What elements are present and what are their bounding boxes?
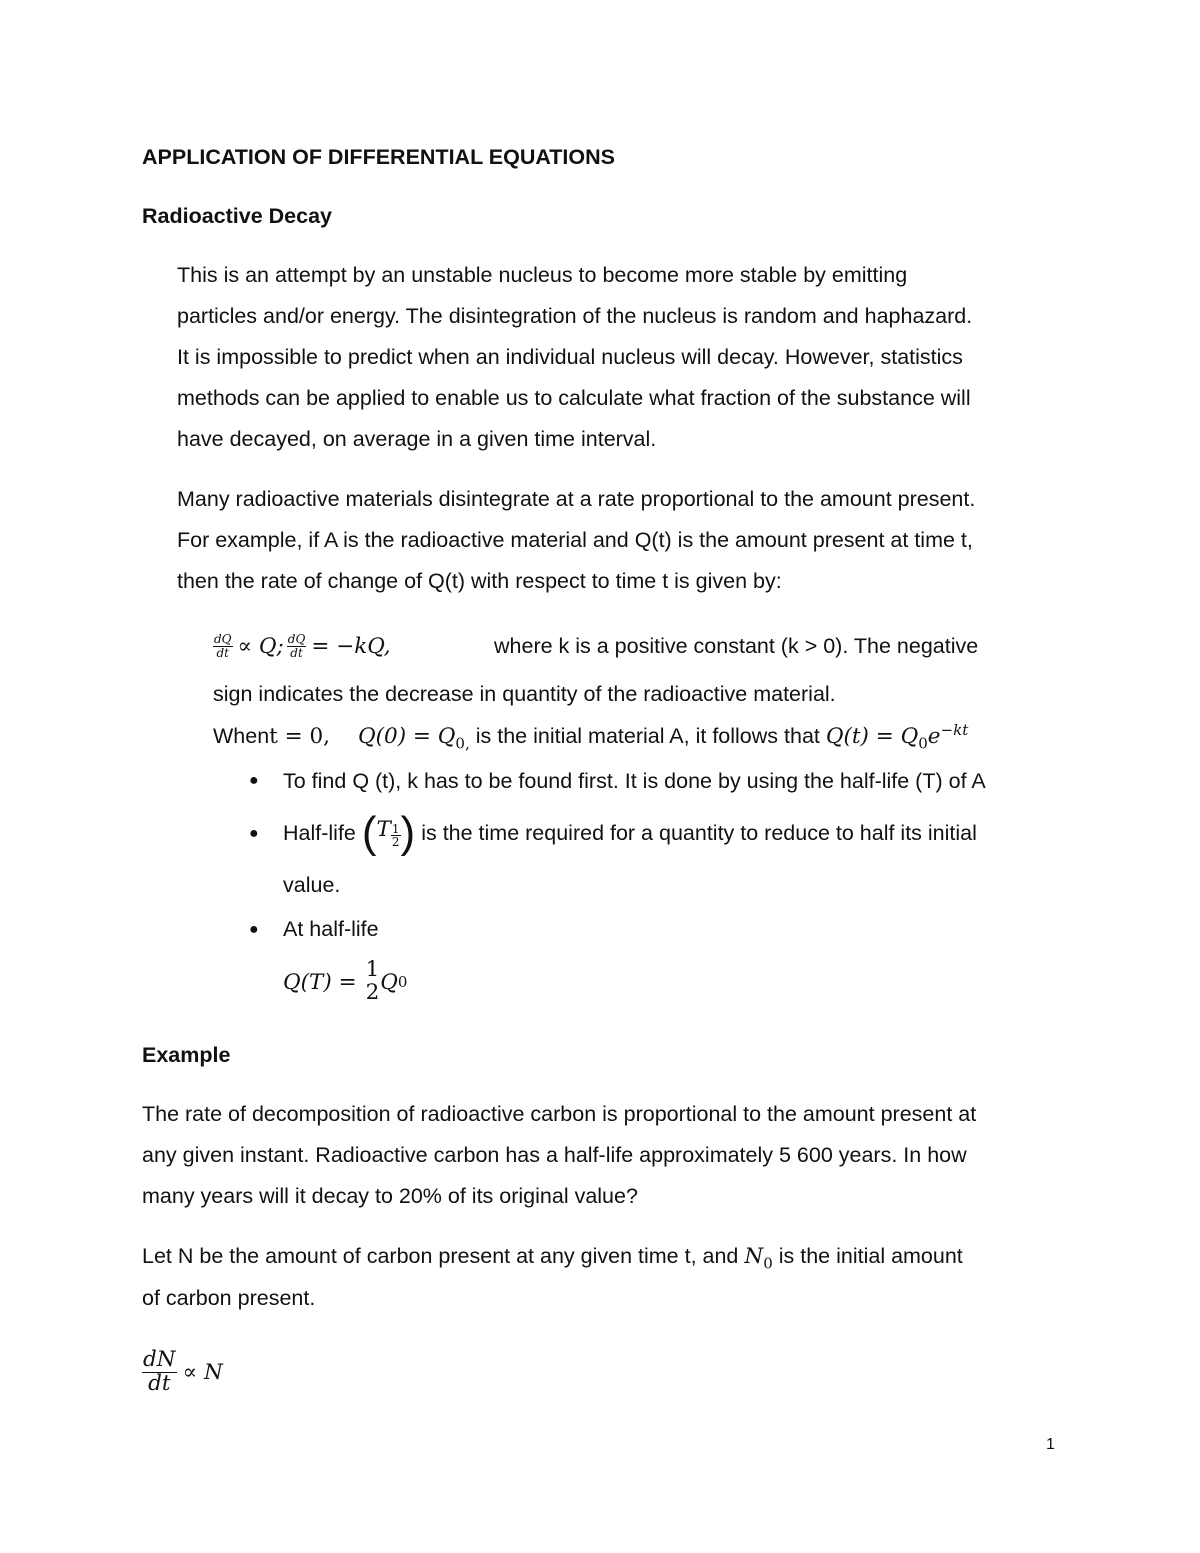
example-problem — [142, 1094, 976, 1217]
paragraph-line: any given instant. Radioactive carbon has a half-life approximately 5 600 years. In how — [142, 1143, 967, 1167]
equals-minus-kq: = −kQ, — [311, 633, 391, 659]
paragraph-line: have decayed, on average in a given time interval. — [177, 427, 657, 451]
paragraph-line: The rate of decomposition of radioactive carbon is proportional to the amount present at — [142, 1102, 977, 1126]
initial-condition: Whent = 0, $Q(0) = Q_{0,}$ is the initial material A, it follows that $Q(t) = Q_0e^{-kt}$ — [213, 720, 969, 753]
page-title: APPLICATION OF DIFFERENTIAL EQUATIONS — [142, 145, 615, 169]
equation-half-life: Q(T) = 1 2 Q 0 — [283, 957, 408, 1005]
t-half-symbol: T $\frac{1}{2}$ — [376, 817, 400, 850]
bullet-icon: ● — [249, 825, 259, 842]
bullet-half-life-definition: Half-life ( T $\frac{1}{2}$ ) is the time required for a quantity to reduce to half its initial — [283, 808, 977, 857]
bullet-find-q: To find Q (t), k has to be found first. It is done by using the half-life (T) of A — [283, 769, 986, 793]
t-equals-zero: t = 0, — [269, 724, 331, 749]
n0-symbol: $N_0$ — [744, 1244, 773, 1273]
paren-close: ) — [400, 808, 416, 857]
fraction-one-half: 1 2 — [365, 957, 380, 1005]
paragraph-line: many years will it decay to 20% of its original value? — [142, 1184, 638, 1208]
fraction-dq-dt: $\frac{dQ}{dt}$ — [214, 631, 232, 660]
equation-dn-dt: $\frac{dN}{dt}$ ∝ N — [143, 1346, 223, 1396]
equation-explanation-cont: sign indicates the decrease in quantity of the radioactive material. — [213, 682, 836, 706]
equation-decay-rate — [213, 624, 391, 668]
paragraph-definition — [177, 255, 972, 460]
paragraph-line: then the rate of change of Q(t) with respect to time t is given by: — [177, 569, 782, 593]
bullet-at-half-life: At half-life — [283, 917, 379, 941]
bullet-icon: ● — [249, 921, 259, 938]
paragraph-rate — [177, 479, 975, 602]
qt-solution: $Q(t) = Q_0e^{-kt}$ — [825, 720, 969, 753]
page-number: 1 — [1046, 1436, 1055, 1453]
q0-equation: $Q(0) = Q_{0,}$ — [358, 724, 470, 753]
paragraph-line: Many radioactive materials disintegrate at a rate proportional to the amount present. — [177, 487, 976, 511]
fraction-dn-dt: $\frac{dN}{dt}$ — [143, 1346, 176, 1396]
paragraph-line: particles and/or energy. The disintegration of the nucleus is random and haphazard. — [177, 304, 973, 328]
let-statement: Let N be the amount of carbon present at any given time t, and $N_0$ is the initial amount — [142, 1244, 963, 1273]
paragraph-line: This is an attempt by an unstable nucleus to become more stable by emitting — [177, 263, 908, 287]
proportional-q: ∝ Q; — [237, 633, 284, 659]
bullet-icon: ● — [249, 772, 259, 789]
example-heading: Example — [142, 1043, 231, 1067]
paragraph-line: It is impossible to predict when an individual nucleus will decay. However, statistics — [177, 345, 963, 369]
fraction-dq-dt: $\frac{dQ}{dt}$ — [287, 631, 306, 660]
let-statement-cont: of carbon present. — [142, 1286, 316, 1310]
paragraph-line: For example, if A is the radioactive material and Q(t) is the amount present at time t, — [177, 528, 973, 552]
equation-explanation: where k is a positive constant (k > 0). The negative — [494, 634, 979, 658]
paragraph-line: methods can be applied to enable us to calculate what fraction of the substance will — [177, 386, 971, 410]
section-heading-radioactive-decay: Radioactive Decay — [142, 204, 333, 228]
paren-open: ( — [361, 808, 377, 857]
bullet-half-life-cont: value. — [283, 873, 341, 897]
